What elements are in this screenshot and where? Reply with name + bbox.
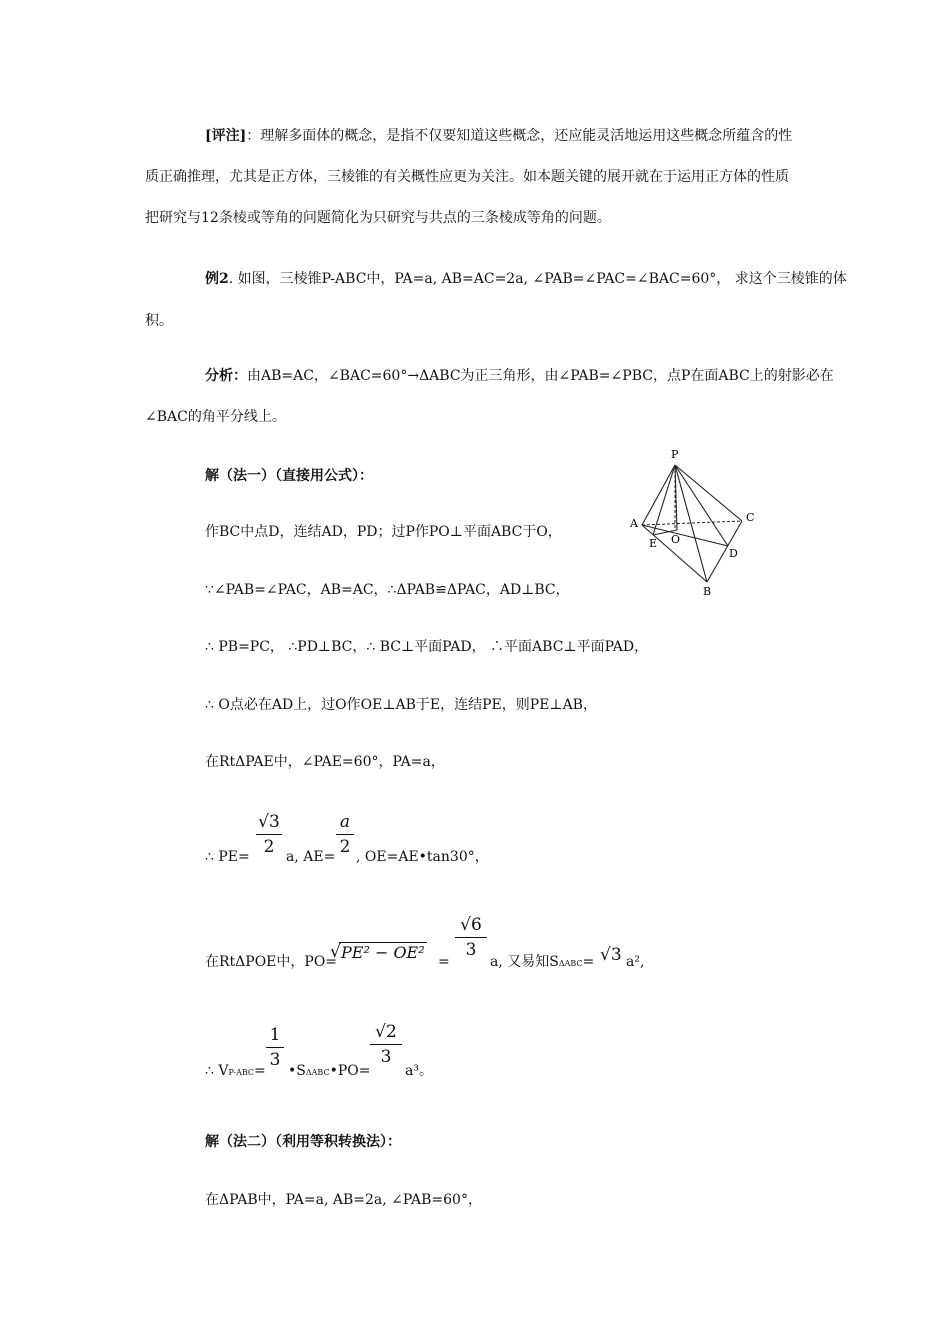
fraction-ae xyxy=(336,812,354,857)
fraction-pe-num: √3 xyxy=(258,812,280,832)
method2-title: 解（法二）（利用等积转换法）： xyxy=(205,1134,401,1150)
method1-line-5: 在RtΔPAE中，∠PAE=60°，PA=a， xyxy=(205,754,445,770)
fraction-third-den: 3 xyxy=(269,1050,281,1070)
fraction-ae-num: a xyxy=(339,812,351,832)
comment-text-1: ：理解多面体的概念，是指不仅要知道这些概念，还应能灵活地运用这些概念所蕴含的性 xyxy=(246,128,793,144)
edge-pd xyxy=(675,465,728,546)
fraction-result-num: √2 xyxy=(375,1022,397,1042)
method1-line-8c-text: •S xyxy=(288,1063,306,1079)
example-line-2: 积。 xyxy=(145,313,173,329)
subscript-abc-2: ΔABC xyxy=(305,1068,330,1077)
comment-line-2: 质正确推理，尤其是正方体，三棱锥的有关概性应更为关注。如本题关键的展开就在于运用正方体的性质 xyxy=(145,169,789,185)
example-text-1: . 如图，三棱锥P-ABC中，PA=a, AB=AC=2a, ∠PAB=∠PAC=∠BAC=60°， 求这个三棱锥的体 xyxy=(228,271,847,287)
fraction-third-num: 1 xyxy=(269,1025,281,1045)
fraction-pe xyxy=(256,812,282,857)
label-p: P xyxy=(671,448,679,461)
method1-line-3: ∴ PB=PC， ∴PD⊥BC，∴ BC⊥平面PAD， ∴平面ABC⊥平面PAD， xyxy=(205,639,649,655)
subscript-p-abc: P-ABC xyxy=(228,1068,255,1077)
method1-line-6a: ∴ PE= xyxy=(205,849,250,865)
fraction-third xyxy=(266,1025,284,1070)
fraction-po-den: 3 xyxy=(465,940,477,960)
sqrt-po-expr xyxy=(330,942,427,964)
label-d: D xyxy=(729,547,738,560)
fraction-po-num: √6 xyxy=(460,915,482,935)
fraction-pe-den: 2 xyxy=(263,837,275,857)
fraction-bar xyxy=(266,1047,284,1048)
method1-line-8b-text: = xyxy=(254,1063,266,1079)
method1-line-6b: a, AE= xyxy=(286,849,336,865)
fraction-bar xyxy=(336,834,354,835)
fraction-bar xyxy=(455,937,487,938)
method1-line-7b-text: a, 又易知S xyxy=(490,954,559,970)
fraction-result xyxy=(370,1022,402,1067)
comment-line-3: 把研究与12条棱或等角的问题简化为只研究与共点的三条棱成等角的问题。 xyxy=(145,210,611,226)
fraction-result-den: 3 xyxy=(380,1047,392,1067)
method1-line-4: ∴ O点必在AD上，过O作OE⊥AB于E，连结PE，则PE⊥AB， xyxy=(205,697,597,713)
analysis-text-1: 由AB=AC，∠BAC=60°→ΔABC为正三角形，由∠PAB=∠PBC，点P在面ABC上的射影必在 xyxy=(247,368,834,384)
method1-line-8a xyxy=(205,1062,266,1082)
method2-line-1: 在ΔPAB中，PA=a, AB=2a, ∠PAB=60°， xyxy=(205,1192,482,1208)
radical-sign-icon: √ xyxy=(330,942,341,962)
method1-line-8e: a³。 xyxy=(405,1063,433,1079)
analysis-line-2: ∠BAC的角平分线上。 xyxy=(145,409,286,425)
radical xyxy=(330,942,427,964)
method1-line-7a: 在RtΔPOE中，PO= xyxy=(205,954,338,970)
radical-argument: PE² − OE² xyxy=(341,943,425,962)
method1-line-7d: a², xyxy=(626,954,645,970)
label-a: A xyxy=(630,517,638,530)
label-o: O xyxy=(671,533,681,546)
edge-pc xyxy=(675,465,742,521)
method1-line-8c xyxy=(288,1062,370,1082)
method1-line-2: ∵∠PAB=∠PAC，AB=AC，∴ΔPAB≌ΔPAC，AD⊥BC， xyxy=(205,582,570,598)
fraction-bar xyxy=(370,1044,402,1045)
fraction-po xyxy=(455,915,487,960)
method1-line-8a-text: ∴ V xyxy=(205,1063,229,1079)
label-e: E xyxy=(649,537,658,550)
label-b: B xyxy=(703,585,712,598)
analysis-line-1 xyxy=(205,367,834,385)
method1-line-8d-text: •PO= xyxy=(329,1063,371,1079)
method1-line-1: 作BC中点D，连结AD，PD；过P作PO⊥平面ABC于O， xyxy=(205,524,562,540)
example-label: 例2 xyxy=(205,271,229,287)
method1-title: 解（法一）（直接用公式）： xyxy=(205,468,373,484)
method1-line-7c-text: = xyxy=(582,954,595,970)
analysis-label: 分析： xyxy=(205,368,247,384)
fraction-ae-den: 2 xyxy=(339,837,351,857)
tetrahedron-figure xyxy=(625,445,765,600)
example-line-1 xyxy=(205,270,847,288)
comment-label: [评注] xyxy=(205,128,247,144)
sqrt3: √3 xyxy=(600,945,622,965)
method1-line-7-eq: = xyxy=(438,954,450,970)
comment-line-1 xyxy=(205,127,792,145)
label-c: C xyxy=(746,511,755,524)
fraction-bar xyxy=(256,834,282,835)
method1-line-6c: , OE=AE•tan30°， xyxy=(356,849,489,865)
subscript-abc: ΔABC xyxy=(558,959,583,968)
method1-line-7b xyxy=(490,953,594,973)
